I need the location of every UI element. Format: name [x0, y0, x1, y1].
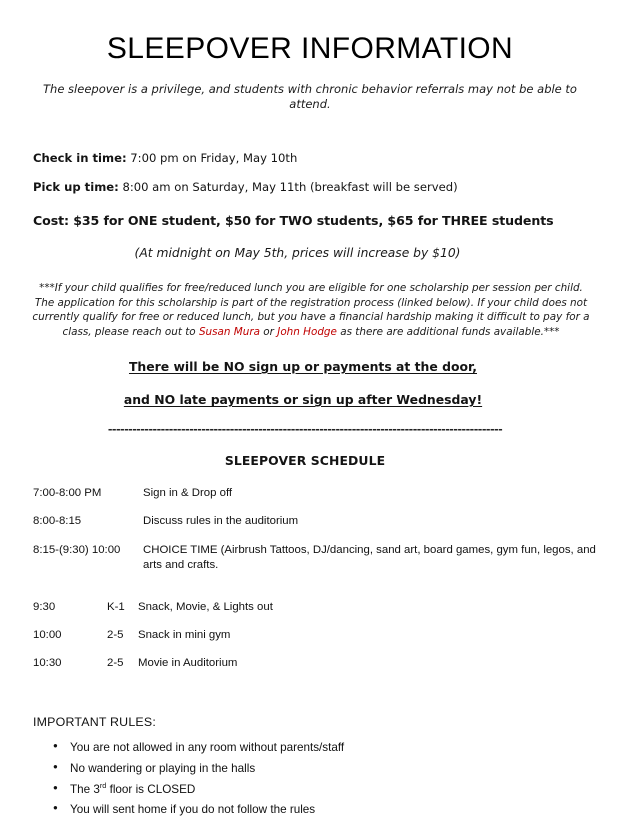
- warning-no-door-signup: There will be NO sign up or payments at the door,: [128, 359, 477, 374]
- schedule-description: Discuss rules in the auditorium: [143, 515, 299, 528]
- page-title: SLEEPOVER INFORMATION: [106, 32, 514, 65]
- warning-no-late-payments: and NO late payments or sign up after Wednesday!: [123, 392, 483, 408]
- scholarship-conjunction: or: [260, 326, 278, 339]
- ordinal-suffix: rd: [99, 780, 107, 790]
- schedule-row: [33, 501, 600, 529]
- price-increase-note: (At midnight on May 5th, prices will increase by $10): [134, 245, 461, 260]
- schedule-time: 8:15-(9:30) 10:00: [33, 543, 121, 556]
- schedule-time: 10:30: [33, 657, 62, 670]
- rules-heading: IMPORTANT RULES:: [33, 715, 156, 730]
- schedule-row: [33, 573, 600, 615]
- schedule-time: 9:30: [33, 600, 56, 613]
- schedule-description: Sign in & Drop off: [143, 487, 233, 500]
- schedule-grade: K-1: [107, 600, 125, 613]
- scholarship-text-part1: ***If your child qualifies for free/reduced lunch you are eligible for one scholarship per session per child. The application for this scholarship is part of the registration process (linked below). If your child does not currently qualify for free or reduced lunch, but you have a financial hardship making it difficult to pay for a class, please reach out to: [32, 281, 590, 339]
- schedule-description: CHOICE TIME (Airbrush Tattoos, DJ/dancing, sand art, board games, gym fun, legos, and arts and crafts.: [143, 543, 596, 571]
- scholarship-paragraph: [0, 261, 620, 340]
- list-item: ● No wandering or playing in the halls: [0, 763, 620, 784]
- rule-text-before: The 3: [70, 782, 100, 796]
- pick-up-label: Pick up time:: [33, 180, 119, 195]
- schedule-description: Snack, Movie, & Lights out: [138, 600, 273, 613]
- rule-text-after: floor is CLOSED: [106, 782, 196, 796]
- schedule-time: 7:00-8:00 PM: [33, 487, 102, 500]
- scholarship-text-part2: as there are additional funds available.***: [336, 326, 560, 339]
- schedule-grade: 2-5: [107, 629, 124, 642]
- check-in-label: Check in time:: [33, 150, 127, 165]
- schedule-time: 10:00: [33, 629, 62, 642]
- check-in-line: [33, 112, 590, 165]
- schedule-heading: SLEEPOVER SCHEDULE: [224, 453, 386, 469]
- check-in-value: 7:00 pm on Friday, May 10th: [126, 150, 298, 165]
- schedule-row: [33, 615, 600, 643]
- schedule-description: Movie in Auditorium: [138, 657, 238, 670]
- list-item: [0, 780, 620, 805]
- schedule-description: Snack in mini gym: [138, 629, 231, 642]
- contact-name-john-hodge: John Hodge: [277, 326, 337, 339]
- cost-line: Cost: $35 for ONE student, $50 for TWO students, $65 for THREE students: [33, 212, 554, 228]
- section-divider: -------------------------------------------------------------------------------------------------: [107, 423, 503, 437]
- details-block: [0, 112, 620, 261]
- schedule-row: [33, 530, 600, 573]
- schedule-row: [33, 643, 600, 671]
- rules-list: [0, 729, 620, 825]
- schedule-row: [33, 468, 600, 501]
- pick-up-line: [33, 165, 590, 194]
- schedule-time: 8:00-8:15: [33, 515, 82, 528]
- list-item: ● You are not allowed in any room without parents/staff: [0, 742, 620, 763]
- list-item: ● You will sent home if you do not follow the rules: [0, 804, 620, 825]
- schedule-table: [0, 468, 620, 671]
- pick-up-value: 8:00 am on Saturday, May 11th (breakfast will be served): [118, 180, 458, 195]
- schedule-grade: 2-5: [107, 657, 124, 670]
- contact-name-susan-mura: Susan Mura: [198, 326, 260, 339]
- document-subtitle: The sleepover is a privilege, and students with chronic behavior referrals may not be able to attend.: [43, 82, 577, 111]
